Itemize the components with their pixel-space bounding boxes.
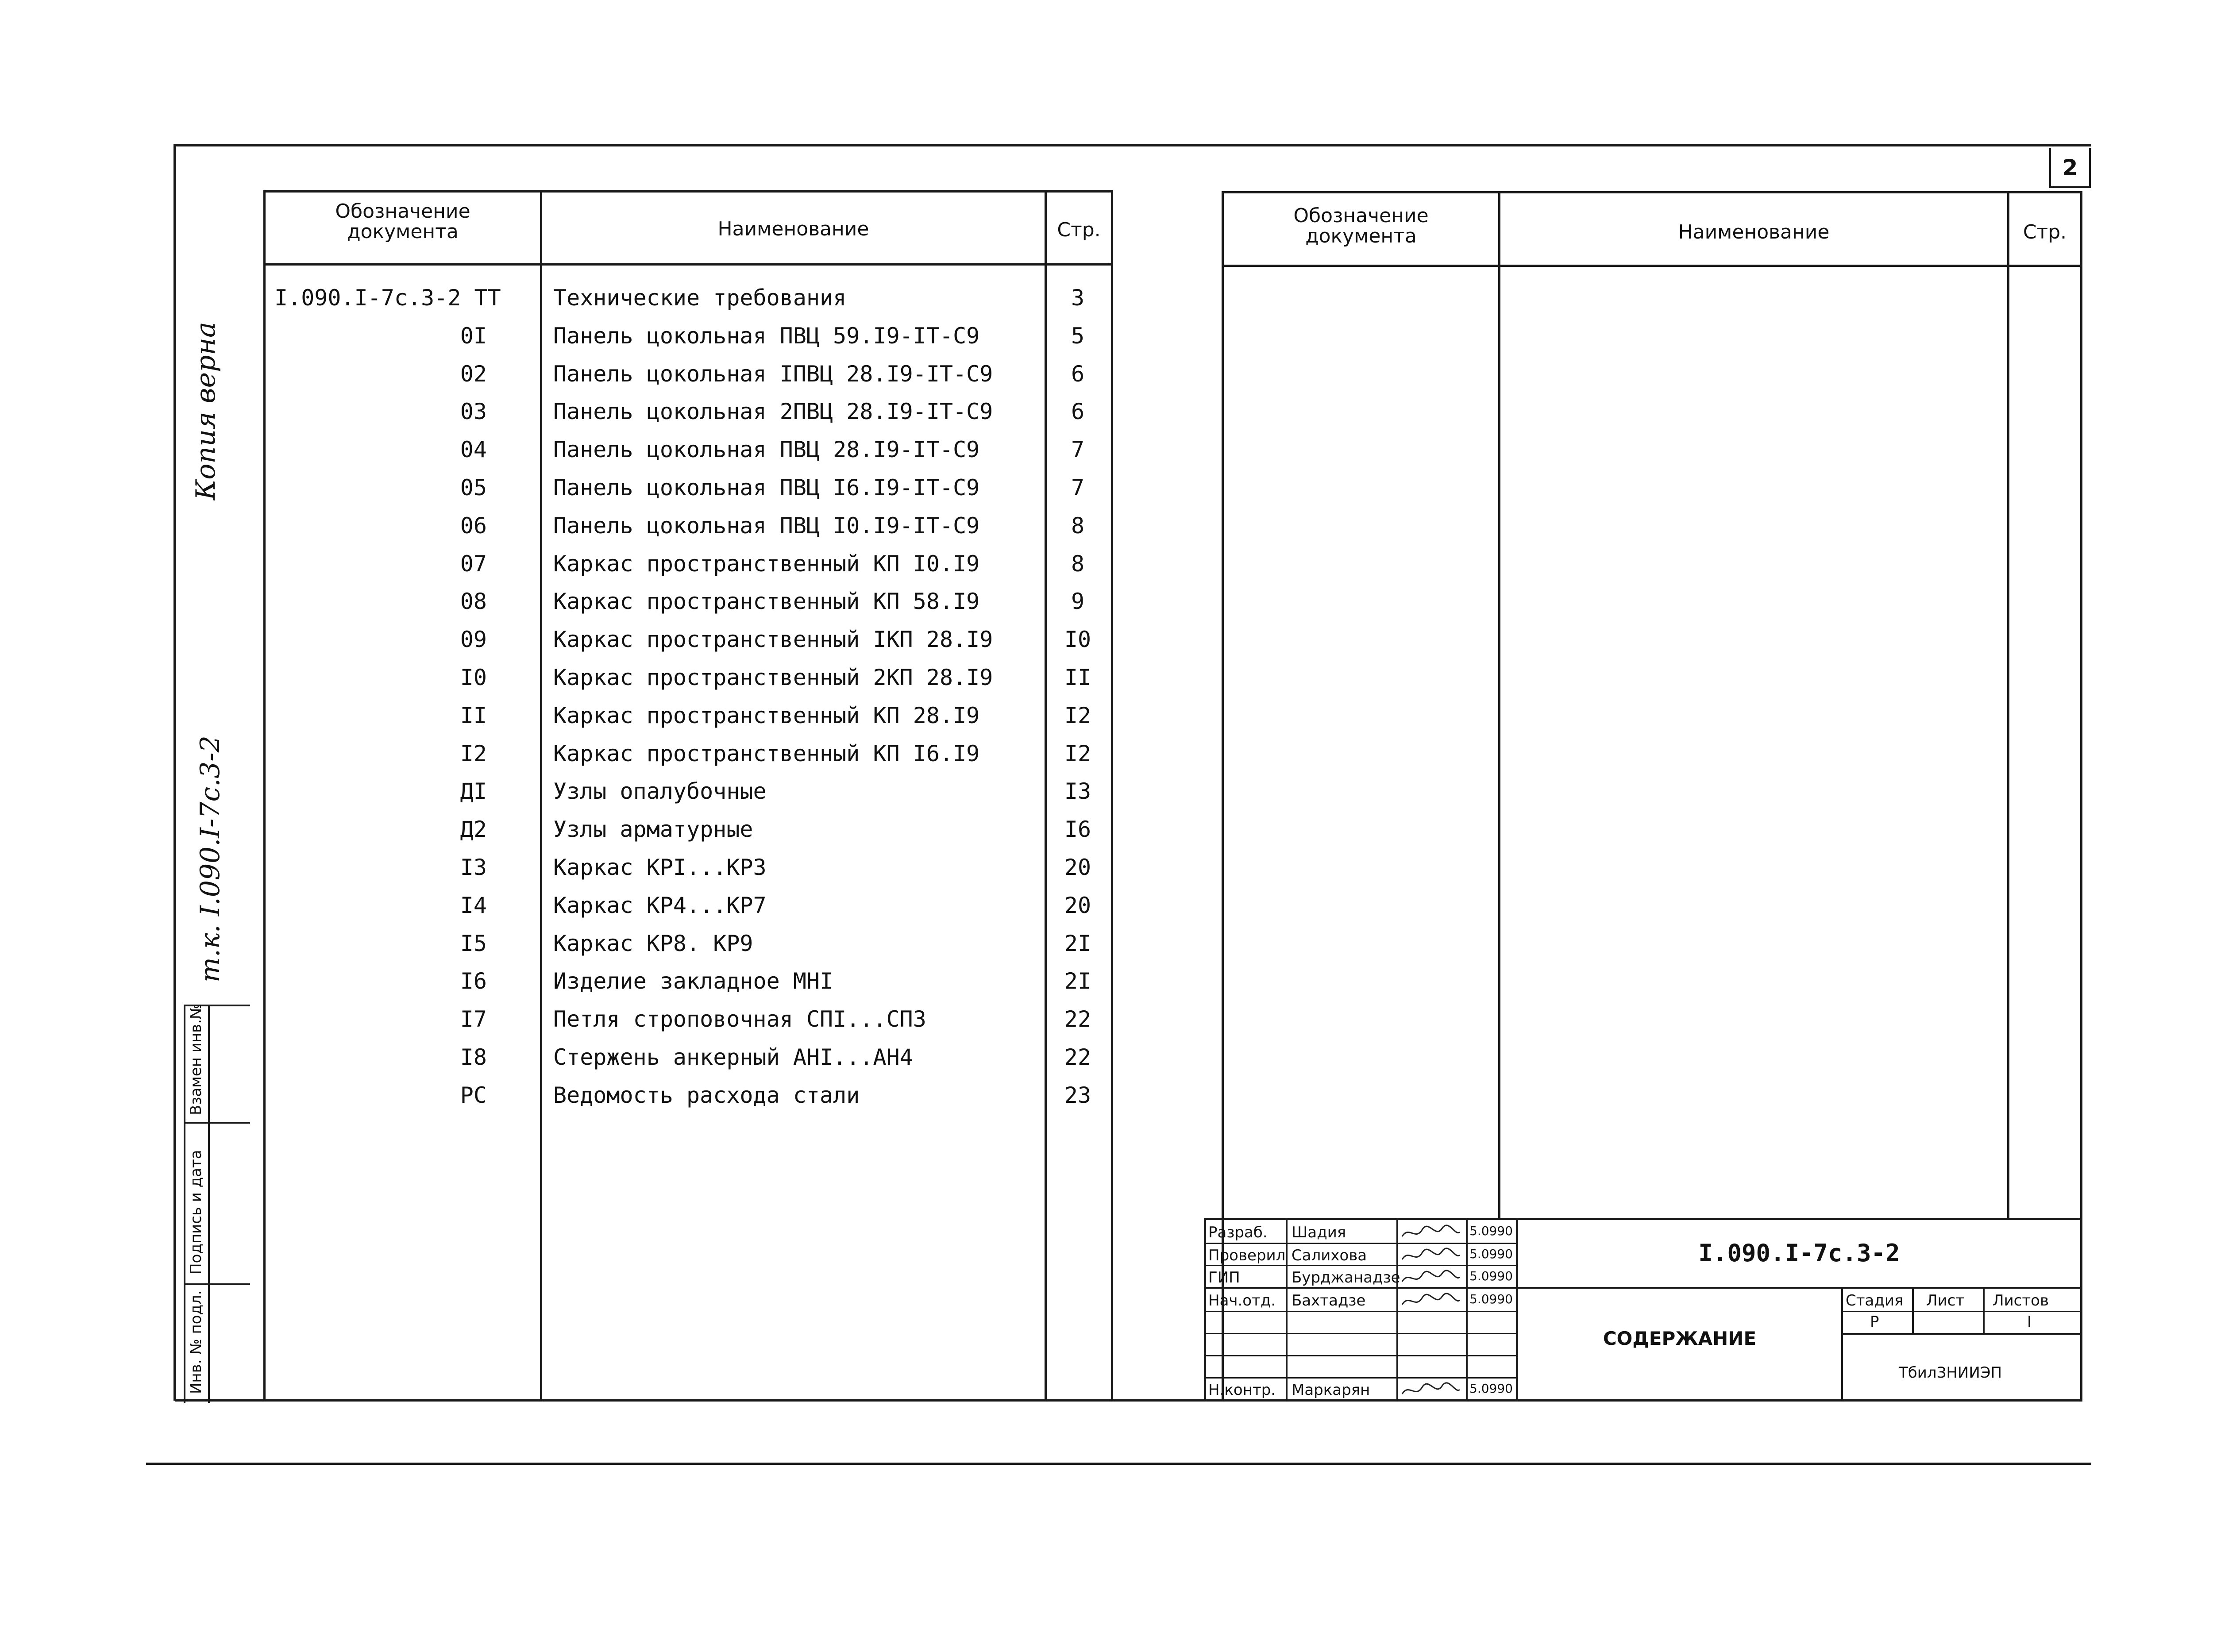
tb-stage-row-2 (1841, 1333, 2082, 1335)
row-code: II (460, 703, 487, 728)
row-code: 07 (460, 551, 487, 577)
row-page: 2I (1064, 968, 1091, 994)
frame-top-line (175, 144, 2091, 146)
row-page: II (1064, 665, 1091, 690)
row-page: 9 (1071, 589, 1085, 614)
left-header-name: Наименование (717, 218, 869, 240)
row-page: I3 (1064, 778, 1091, 804)
tb-stage-div-1 (1912, 1287, 1914, 1333)
signer-date: 5.0990 (1469, 1292, 1513, 1306)
row-code: I6 (460, 968, 487, 994)
tb-left (1204, 1218, 1206, 1402)
row-name: Панель цокольная ПВЦ 59.I9-IT-C9 (553, 323, 980, 349)
left-header-designation: Обозначение документа (335, 200, 470, 243)
row-page: 2I (1064, 931, 1091, 956)
tb-stage-row-1 (1841, 1311, 2082, 1312)
row-name: Каркас пространственный 2КП 28.I9 (553, 665, 993, 690)
row-code: 04 (460, 437, 487, 462)
row-name: Технические требования (553, 285, 847, 311)
row-code: РС (460, 1082, 487, 1108)
signer-date: 5.0990 (1469, 1224, 1513, 1238)
page-box-bottom (2049, 186, 2091, 188)
tb-row-3 (1204, 1287, 2082, 1289)
tb-sheet-title: СОДЕРЖАНИЕ (1603, 1328, 1757, 1349)
side-stamp-div-2 (184, 1283, 250, 1285)
row-name: Панель цокольная IПВЦ 28.I9-IT-C9 (553, 361, 993, 387)
row-code: I.090.I-7c.3-2 TT (274, 285, 501, 311)
right-table-col-2 (2007, 191, 2009, 1218)
row-name: Панель цокольная ПВЦ I6.I9-IT-C9 (553, 475, 980, 501)
row-page: 8 (1071, 513, 1085, 539)
right-header-page: Стр. (2023, 221, 2067, 243)
frame-left-line (173, 144, 176, 1401)
tb-top (1204, 1218, 2082, 1220)
row-code: I5 (460, 931, 487, 956)
row-code: I0 (460, 665, 487, 690)
tb-row-1 (1204, 1243, 1518, 1244)
signer-role: Разраб. (1208, 1224, 1268, 1241)
row-page: 8 (1071, 551, 1085, 577)
signer-name: Маркарян (1292, 1381, 1370, 1399)
row-name: Узлы опалубочные (553, 778, 767, 804)
row-page: I6 (1064, 816, 1091, 842)
tb-designation: I.090.I-7c.3-2 (1698, 1239, 1900, 1267)
row-page: 20 (1064, 855, 1091, 880)
signature-icon (1400, 1246, 1462, 1266)
tb-sheet-label: Лист (1926, 1292, 1965, 1309)
row-code: 09 (460, 627, 487, 652)
left-table-header-bottom (263, 263, 1113, 266)
row-page: 7 (1071, 475, 1085, 501)
row-name: Каркас КРI...КР3 (553, 855, 767, 880)
tb-row-4 (1204, 1311, 1518, 1312)
tb-row-7 (1204, 1377, 1518, 1379)
row-page: 6 (1071, 361, 1085, 387)
tb-stage-value: Р (1870, 1313, 1879, 1331)
row-page: I0 (1064, 627, 1091, 652)
row-name: Изделие закладное МНI (553, 968, 833, 994)
row-page: 20 (1064, 893, 1091, 918)
row-page: 7 (1071, 437, 1085, 462)
row-name: Каркас пространственный IКП 28.I9 (553, 627, 993, 652)
signature-icon (1400, 1381, 1462, 1400)
signature-icon (1400, 1223, 1462, 1243)
tb-row-2 (1204, 1265, 1518, 1266)
row-page: 5 (1071, 323, 1085, 349)
row-code: 08 (460, 589, 487, 614)
inner-bottom-line (175, 1399, 2082, 1402)
side-stamp-div-1 (184, 1122, 250, 1124)
row-name: Каркас КР4...КР7 (553, 893, 767, 918)
row-code: 03 (460, 399, 487, 424)
row-name: Каркас пространственный КП 28.I9 (553, 703, 980, 728)
row-code: I2 (460, 741, 487, 766)
page-box-right (2089, 148, 2091, 188)
row-name: Ведомость расхода стали (553, 1082, 860, 1108)
left-header-page: Стр. (1057, 219, 1101, 241)
signer-name: Бахтадзе (1292, 1292, 1366, 1309)
left-table-top (263, 190, 1113, 193)
signer-date: 5.0990 (1469, 1269, 1513, 1283)
tb-sheets-value: I (2027, 1313, 2032, 1331)
signer-name: Шадия (1292, 1224, 1346, 1241)
handwritten-series-code: т.к. I.090.I-7c.3-2 (195, 736, 226, 982)
row-name: Панель цокольная 2ПВЦ 28.I9-IT-C9 (553, 399, 993, 424)
signer-role: Н.контр. (1208, 1381, 1276, 1399)
row-name: Каркас пространственный КП I0.I9 (553, 551, 980, 577)
side-label-replace: Взамен инв.№ (187, 1003, 205, 1115)
side-label-inv: Инв. № подл. (187, 1290, 205, 1394)
tb-row-5 (1204, 1333, 1518, 1334)
row-name: Панель цокольная ПВЦ I0.I9-IT-C9 (553, 513, 980, 539)
frame-bottom-line (146, 1463, 2091, 1465)
side-stamp-mid (208, 1005, 210, 1403)
row-page: 23 (1064, 1082, 1091, 1108)
signer-date: 5.0990 (1469, 1381, 1513, 1396)
row-code: 05 (460, 475, 487, 501)
signer-name: Салихова (1292, 1247, 1367, 1264)
page-number: 2 (2062, 155, 2078, 181)
right-table-header-bottom (1222, 265, 2082, 267)
right-table-top (1222, 191, 2082, 193)
row-page: I2 (1064, 703, 1091, 728)
row-page: 22 (1064, 1006, 1091, 1032)
left-table-col-3 (1111, 190, 1113, 1402)
tb-stage-label: Стадия (1846, 1292, 1904, 1309)
signer-name: Бурджанадзе (1292, 1269, 1400, 1286)
signer-role: Проверил (1208, 1247, 1286, 1264)
copy-note: Копия верна (190, 322, 221, 500)
side-stamp-outer-left (184, 1005, 185, 1403)
tb-col-name (1286, 1218, 1288, 1402)
signature-icon (1400, 1268, 1462, 1288)
row-name: Петля строповочная СПI...СП3 (553, 1006, 926, 1032)
signature-icon (1400, 1291, 1462, 1311)
row-name: Стержень анкерный АНI...АН4 (553, 1044, 913, 1070)
signer-role: ГИП (1208, 1269, 1240, 1286)
row-code: 0I (460, 323, 487, 349)
row-name: Панель цокольная ПВЦ 28.I9-IT-C9 (553, 437, 980, 462)
row-code: I7 (460, 1006, 487, 1032)
left-table-col-2 (1045, 190, 1047, 1402)
row-code: 06 (460, 513, 487, 539)
row-name: Каркас КР8. КР9 (553, 931, 753, 956)
signer-date: 5.0990 (1469, 1247, 1513, 1261)
row-page: 22 (1064, 1044, 1091, 1070)
row-page: 3 (1071, 285, 1085, 311)
tb-col-sign (1396, 1218, 1398, 1402)
tb-sheets-label: Листов (1993, 1292, 2049, 1309)
side-label-sign: Подпись и дата (187, 1150, 205, 1275)
row-code: ДI (460, 778, 487, 804)
row-code: I3 (460, 855, 487, 880)
left-table-col-1 (540, 190, 542, 1402)
tb-col-date (1466, 1218, 1468, 1402)
row-code: Д2 (460, 816, 487, 842)
tb-stage-div-2 (1983, 1287, 1985, 1333)
right-header-name: Наименование (1678, 221, 1830, 243)
row-code: I8 (460, 1044, 487, 1070)
tb-stage-left (1841, 1287, 1843, 1402)
tb-organization: ТбилЗНИИЭП (1899, 1364, 2002, 1382)
tb-row-6 (1204, 1355, 1518, 1356)
row-name: Каркас пространственный КП I6.I9 (553, 741, 980, 766)
right-header-designation: Обозначение документа (1293, 204, 1429, 248)
row-code: I4 (460, 893, 487, 918)
row-page: I2 (1064, 741, 1091, 766)
row-name: Каркас пространственный КП 58.I9 (553, 589, 980, 614)
row-code: 02 (460, 361, 487, 387)
row-name: Узлы арматурные (553, 816, 753, 842)
right-table-col-1 (1498, 191, 1500, 1218)
left-table-col-0 (263, 190, 266, 1402)
signer-role: Нач.отд. (1208, 1292, 1276, 1309)
row-page: 6 (1071, 399, 1085, 424)
